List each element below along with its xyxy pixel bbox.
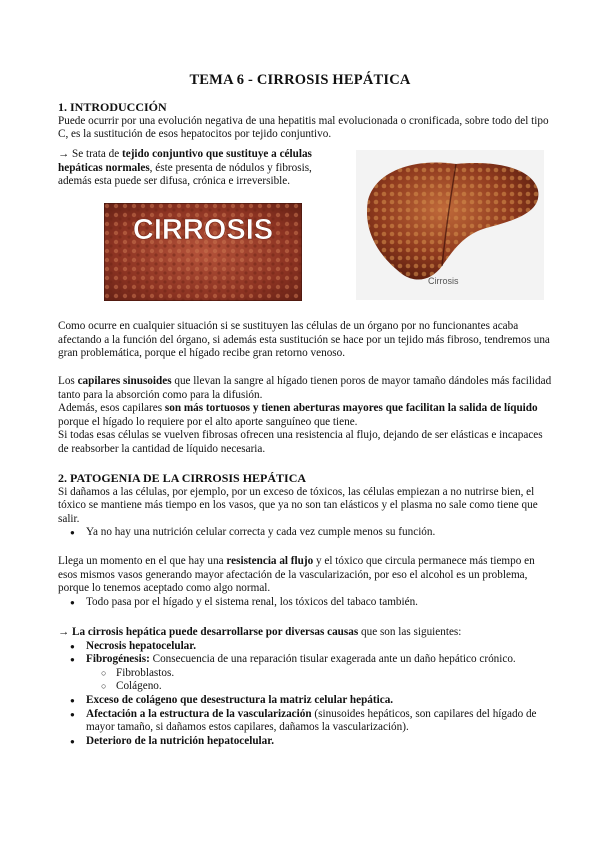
bold-text: Fibrogénesis: (86, 653, 150, 666)
bold-text: → La cirrosis hepática puede desarrollarse por diversas causas (58, 626, 359, 638)
list-item: ● Todo pasa por el hígado y el sistema renal, los tóxicos del tabaco también. (58, 596, 554, 610)
liver-texture-icon (104, 203, 302, 301)
sub-list (58, 667, 554, 694)
paragraph: Si dañamos a las células, por ejemplo, por un exceso de tóxicos, las células empiezan a no nutrirse bien, el tóxico se mantiene más tiempo en los vasos, que ya no son tan elásticos y el plasma no sale como tiene que salir. (58, 485, 538, 525)
paragraph (58, 375, 554, 402)
bold-text: Exceso de colágeno que desestructura la matriz celular hepática. (86, 693, 394, 706)
text: Los (58, 375, 78, 387)
paragraph-resistencia (58, 555, 554, 609)
sub-list-item: ○ Colágeno. (58, 680, 554, 694)
causes-section (58, 626, 554, 748)
bold-text: tejido conjuntivo que sustituye a células hepáticas normales (58, 148, 312, 174)
paragraph (58, 555, 554, 596)
causes-list-continued (58, 694, 554, 748)
text: Consecuencia de una reparación tisular exagerada ante un daño hepático crónico. (149, 653, 516, 666)
section-heading: 1. INTRODUCCIÓN (58, 100, 167, 114)
bold-text: Deterioro de la nutrición hepatocelular. (86, 734, 274, 747)
cirrosis-banner-image (104, 203, 302, 301)
list-item (58, 653, 554, 667)
list-item (58, 708, 554, 735)
bold-text: capilares sinusoides (77, 375, 172, 387)
bold-text: son más tortuosos y tienen aberturas mayores que facilitan la salida de líquido (164, 402, 538, 415)
paragraph: Si todas esas células se vuelven fibrosas ofrecen una resistencia al flujo, dejando de ser elásticas e incapaces de reabsorber la cantidad de líquido necesaria. (58, 429, 543, 455)
image-caption: Cirrosis (428, 276, 459, 286)
causes-list (58, 640, 554, 667)
arrow-text: → Se trata de (58, 148, 122, 160)
text: , éste presenta de nódulos y fibrosis, además esta puede ser difusa, crónica e irreversible. (58, 161, 312, 188)
list-item (58, 735, 554, 749)
text: (sinusoides hepáticos, son capilares del hígado de mayor tamaño, si dañamos estos capilares, dañamos la vascularización). (86, 707, 537, 734)
bullet-list (58, 596, 554, 610)
paragraph (58, 402, 554, 429)
text: Además, esos capilares (58, 402, 165, 415)
page-title: TEMA 6 - CIRROSIS HEPÁTICA (189, 72, 411, 88)
bold-text: Afectación a la estructura de la vascularización (86, 707, 312, 720)
text: Llega un momento en el que hay una (58, 555, 227, 567)
text: porque el hígado lo requiere por el alto aporte sanguíneo que tiene. (58, 415, 358, 428)
paragraph-definition (58, 148, 336, 189)
list-item (58, 640, 554, 654)
section-introduccion (58, 101, 554, 142)
sub-list-item: ○ Fibroblastos. (58, 667, 554, 681)
section-heading: 2. PATOGENIA DE LA CIRROSIS HEPÁTICA (58, 471, 307, 485)
bullet-list (58, 526, 554, 540)
bold-text: Necrosis hepatocelular. (86, 639, 196, 652)
paragraph-capilares (58, 375, 554, 457)
paragraph (58, 626, 554, 640)
text: que llevan la sangre al hígado tienen poros de mayor tamaño dándoles más facilidad tanto para la absorción como para la difusión. (58, 375, 552, 401)
list-item (58, 694, 554, 708)
banner-title: CIRROSIS (132, 214, 274, 246)
section-patogenia (58, 472, 554, 540)
paragraph: Como ocurre en cualquier situación si se sustituyen las células de un órgano por no funcionantes acaba afectando a la función del órgano, si además esta sustitución se hace por un tejido más fibroso, tendremos una gran problemática, porque el hígado recibe gran retorno venoso. (58, 320, 550, 360)
text: que son las siguientes: (358, 626, 462, 638)
list-item: ● Ya no hay una nutrición celular correcta y cada vez cumple menos su función. (58, 526, 554, 540)
bold-text: resistencia al flujo (226, 555, 314, 567)
paragraph: Puede ocurrir por una evolución negativa de una hepatitis mal evolucionada o cronificada, sobre todo del tipo C, es la sustitución de esos hepatocitos por tejido conjuntivo. (58, 114, 549, 141)
text: y el tóxico que circula permanece más tiempo en esos mismos vasos generando mayor afectación de la vascularización, por eso el alcohol es un problema, porque lo tenemos aceptado como algo normal. (58, 555, 535, 595)
